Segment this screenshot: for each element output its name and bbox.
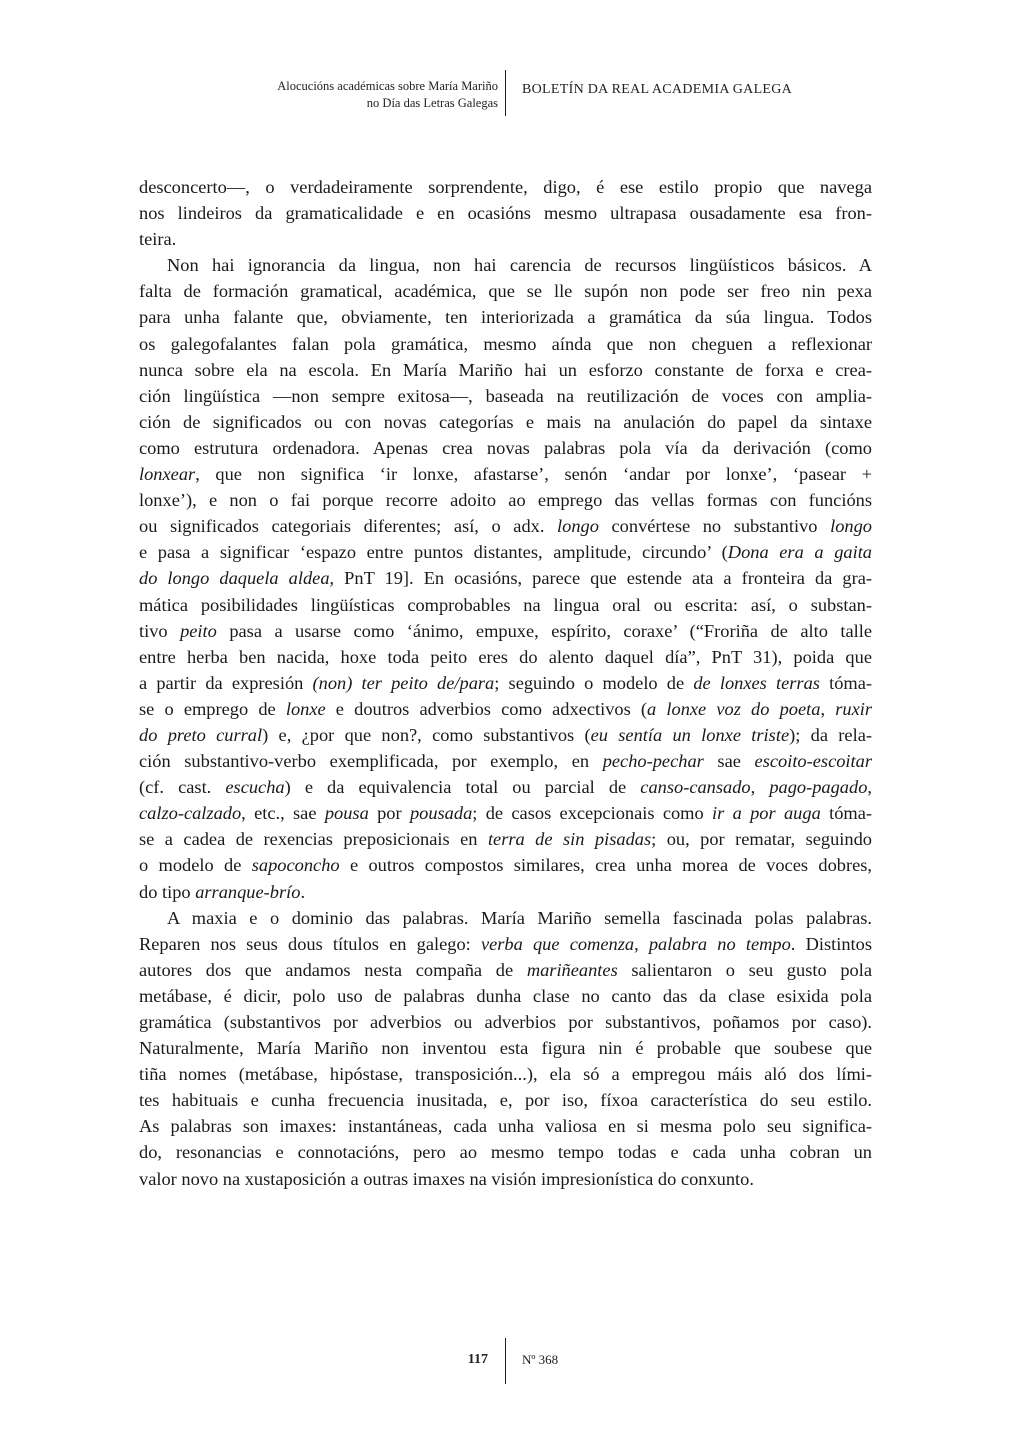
text-line: valor novo na xustaposición a outras imaxes na visión impresionística do conxunto.: [139, 1168, 754, 1189]
text-line: e pasa a significar ‘espazo entre puntos distantes, amplitude, circundo’ (Dona era a gaita: [139, 542, 872, 563]
running-footer: [0, 1338, 1010, 1388]
body-text: [139, 174, 872, 1192]
text-line: como estrutura ordenadora. Apenas crea novas palabras pola vía da derivación (como: [139, 437, 872, 458]
header-section-title: [277, 78, 498, 112]
text-line: Reparen nos seus dous títulos en galego: verba que comenza, palabra no tempo. Distintos: [139, 933, 872, 954]
running-header: [0, 70, 1010, 120]
paragraph: [139, 905, 872, 1192]
issue-number: Nº 368: [522, 1352, 559, 1367]
header-journal-title: BOLETÍN DA REAL ACADEMIA GALEGA: [522, 82, 793, 97]
text-line: tes habituais e cunha frecuencia inusitada, e, por iso, fíxoa característica do seu estilo.: [139, 1090, 872, 1111]
text-line: ou significados categoriais diferentes; así, o adx. longo convértese no substantivo longo: [139, 516, 872, 537]
text-line: A maxia e o dominio das palabras. María Mariño semella fascinada polas palabras.: [167, 907, 872, 928]
text-line: As palabras son imaxes: instantáneas, cada unha valiosa en si mesma polo seu significa-: [139, 1116, 872, 1137]
footer-divider: [505, 1338, 506, 1384]
text-line: o modelo de sapoconcho e outros compostos similares, crea unha morea de voces dobres,: [139, 855, 872, 876]
text-line: os galegofalantes falan pola gramática, mesmo aínda que non cheguen a reflexionar: [139, 333, 872, 354]
text-line: Non hai ignorancia da lingua, non hai carencia de recursos lingüísticos básicos. A: [167, 255, 872, 276]
text-line: do preto curral) e, ¿por que non?, como substantivos (eu sentía un lonxe triste); da rela-: [139, 724, 872, 745]
paragraph: [139, 252, 872, 904]
page-number: 117: [467, 1352, 488, 1367]
text-line: desconcerto—, o verdadeiramente sorprendente, digo, é ese estilo propio que navega: [139, 177, 872, 197]
header-divider: [505, 70, 506, 116]
text-line: se a cadea de rexencias preposicionais en terra de sin pisadas; ou, por rematar, seguindo: [139, 829, 872, 850]
text-line: nos lindeiros da gramaticalidade e en ocasións mesmo ultrapasa ousadamente esa fron-: [139, 203, 872, 224]
text-line: a partir da expresión (non) ter peito de/para; seguindo o modelo de de lonxes terras tóma-: [139, 672, 872, 693]
text-line: tiña nomes (metábase, hipóstase, transposición...), ela só a empregou máis aló dos lími-: [139, 1064, 872, 1085]
text-line: do longo daquela aldea, PnT 19]. En ocasións, parece que estende ata a fronteira da gra-: [139, 568, 872, 589]
text-line: para unha falante que, obviamente, ten interiorizada a gramática da súa lingua. Todos: [139, 307, 872, 328]
text-line: ción substantivo-verbo exemplificada, por exemplo, en pecho-pechar sae escoito-escoitar: [139, 751, 872, 772]
header-section-title-line1: Alocucións académicas sobre María Mariño: [277, 79, 498, 93]
text-line: (cf. cast. escucha) e da equivalencia total ou parcial de canso-cansado, pago-pagado,: [139, 777, 872, 798]
text-line: tivo peito pasa a usarse como ‘ánimo, empuxe, espírito, coraxe’ (“Froriña de alto talle: [139, 620, 872, 641]
text-line: gramática (substantivos por adverbios ou adverbios por substantivos, poñamos por caso).: [139, 1012, 872, 1032]
text-line: lonxe’), e non o fai porque recorre adoito ao emprego das vellas formas con funcións: [139, 490, 872, 511]
text-line: do tipo arranque-brío.: [139, 881, 306, 902]
text-line: ción de significados ou con novas categorías e mais na anulación do papel da sintaxe: [139, 411, 872, 432]
text-line: Naturalmente, María Mariño non inventou esta figura nin é probable que soubese que: [139, 1038, 872, 1059]
text-line: calzo-calzado, etc., sae pousa por pousada; de casos excepcionais como ir a por auga tóma-: [139, 803, 872, 824]
text-line: se o emprego de lonxe e doutros adverbios como adxectivos (a lonxe voz do poeta, ruxir: [139, 698, 873, 719]
text-line: entre herba ben nacida, hoxe toda peito eres do alento daquel día”, PnT 31), poida que: [139, 646, 872, 667]
text-line: teira.: [139, 229, 177, 250]
text-line: nunca sobre ela na escola. En María Mariño hai un esforzo constante de forxa e crea-: [139, 359, 872, 380]
text-line: lonxear, que non significa ‘ir lonxe, afastarse’, senón ‘andar por lonxe’, ‘pasear +: [139, 464, 872, 485]
text-line: autores dos que andamos nesta compaña de mariñeantes salientaron o seu gusto pola: [139, 959, 872, 980]
text-line: mática posibilidades lingüísticas comprobables na lingua oral ou escrita: así, o substan-: [139, 594, 872, 615]
text-line: do, resonancias e connotacións, pero ao mesmo tempo todas e cada unha cobran un: [139, 1142, 872, 1163]
text-line: ción lingüística —non sempre exitosa—, baseada na reutilización de voces con amplia-: [139, 385, 872, 406]
text-line: metábase, é dicir, polo uso de palabras dunha clase no canto das da clase esixida pola: [139, 985, 872, 1006]
header-section-title-line2: no Día das Letras Galegas: [366, 96, 498, 110]
text-line: falta de formación gramatical, académica, que se lle supón non pode ser freo nin pexa: [139, 281, 872, 302]
paragraph: [139, 174, 872, 252]
